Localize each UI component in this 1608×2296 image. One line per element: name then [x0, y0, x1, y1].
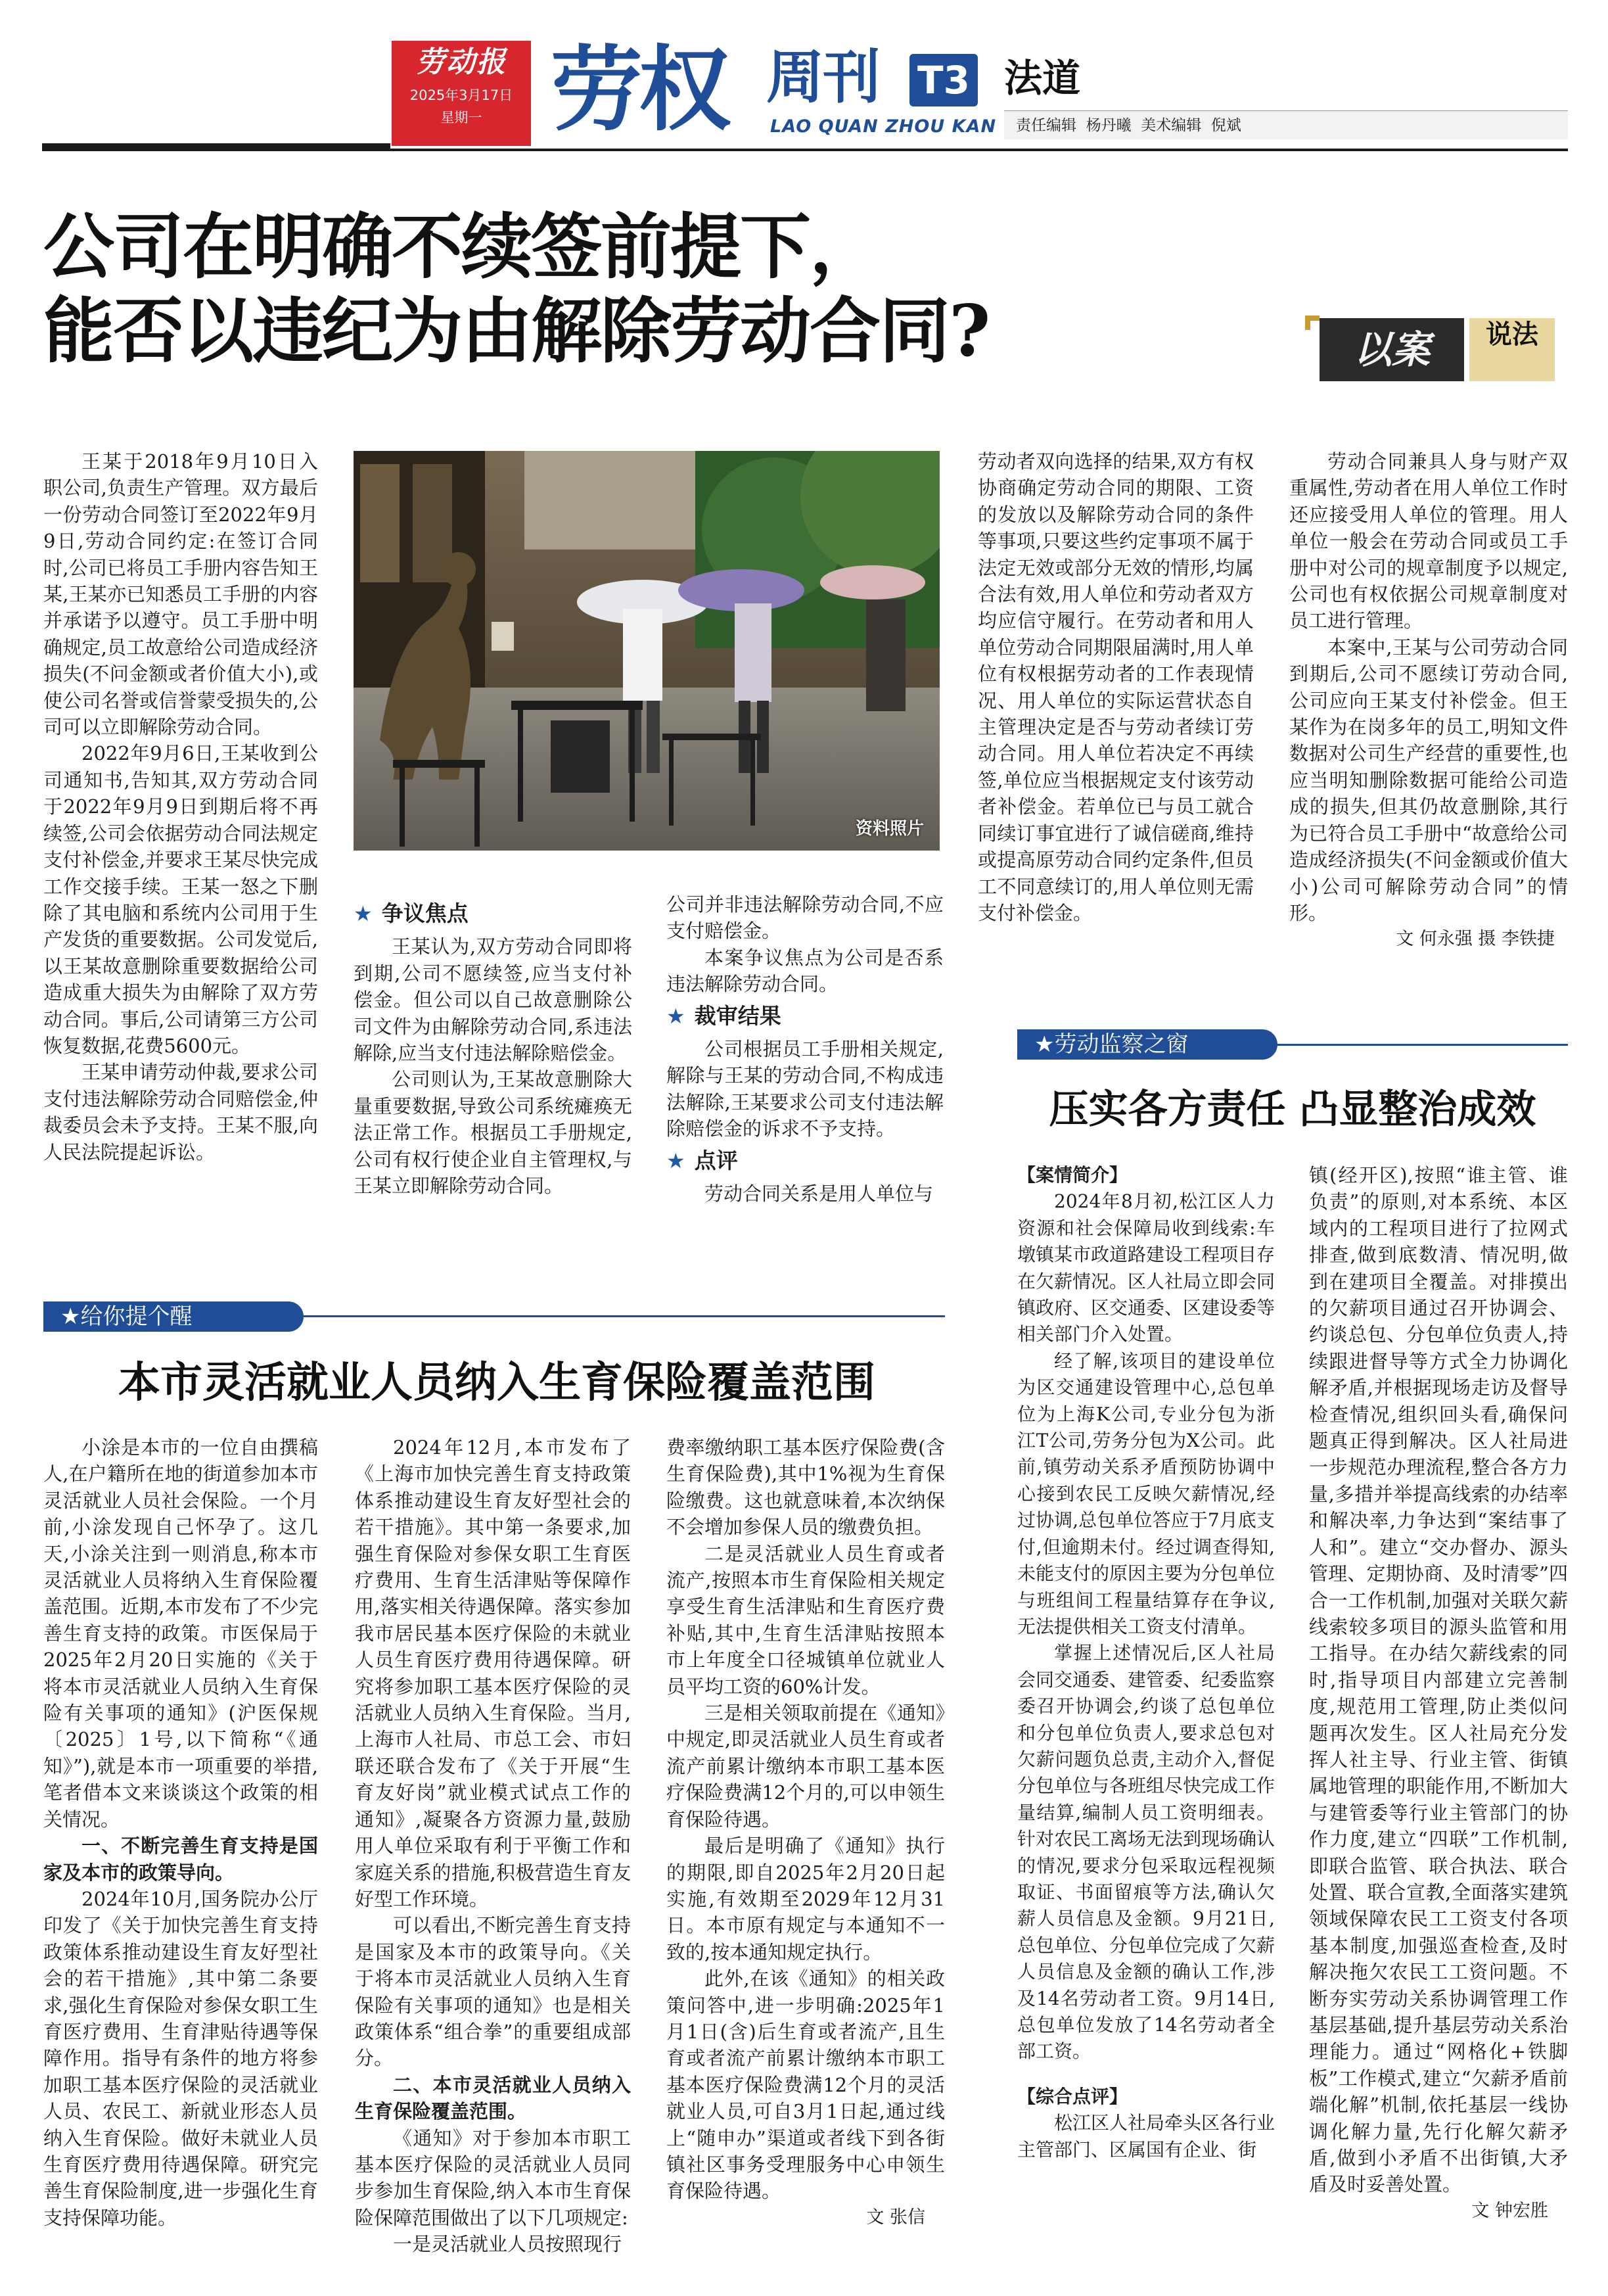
ruling-title: 裁审结果: [694, 1002, 781, 1029]
article3-col2: [1309, 1162, 1568, 2224]
brand-sub: 周刊: [766, 43, 880, 111]
focus-title: 争议焦点: [381, 901, 469, 926]
article2-col3: [666, 1434, 945, 2231]
article1-col5-p1: 劳动合同兼具人身与财产双重属性,劳动者在用人单位工作时还应接受用人单位的管理。用人单位一般会在劳动合同或员工手册中对公司的规章制度予以规定,公司也有权依据公司规章制度对员工进行管理。: [1289, 450, 1568, 632]
article2-banner: [43, 1301, 304, 1332]
star-icon: ★: [666, 1148, 685, 1173]
article1-col2-p2: 公司则认为,王某故意删除大量重要数据,导致公司系统瘫痪无法正常工作。根据员工手册规定,公司有权行使企业自主管理权,与王某立即解除劳动合同。: [354, 1068, 632, 1198]
article1-col2: [354, 895, 632, 1199]
article2-byline: 文 张信: [866, 2207, 925, 2228]
case-label: 【案情简介】: [1017, 1164, 1128, 1186]
comment-heading: [666, 1148, 944, 1174]
article2-col2-p2: 可以看出,不断完善生育支持是国家及本市的政策导向。《关于将本市灵活就业人员纳入生育保险有关事项的通知》也是相关政策体系“组合拳”的重要组成部分。: [355, 1914, 631, 2070]
masthead-rule: [42, 149, 1568, 151]
article1-headline-line2: 能否以违纪为由解除劳动合同?: [43, 290, 990, 373]
article3-case-p1: 2024年8月初,松江区人力资源和社会保障局收到线索:车墩镇某市政道路建设工程项目存在欠薪情况。区人社局立即会同镇政府、区交通委、区建设委等相关部门介入处置。: [1017, 1190, 1275, 1346]
article2-banner-text: 给你提个醒: [80, 1303, 193, 1330]
review-label: 【综合点评】: [1017, 2085, 1128, 2107]
article3-banner-text: 劳动监察之窗: [1054, 1031, 1189, 1058]
article1-comment-start: 劳动合同关系是用人单位与: [704, 1183, 934, 1206]
article1-col1-p3: 王某申请劳动仲裁,要求公司支付违法解除劳动合同赔偿金,仲裁委员会未予支持。王某不服,向人民法院提起诉讼。: [43, 1061, 318, 1163]
paper-name: 劳动报: [416, 45, 507, 79]
article1-col1-p2: 2022年9月6日,王某收到公司通知书,告知其,双方劳动合同于2022年9月9日到期后将不再续签,公司会依据劳动合同法规定支付补偿金,并要求王某尽快完成工作交接手续。王某一怒之下删除了其电脑和系统内公司用于生产发货的重要数据。公司发觉后,以王某故意删除重要数据给公司造成重大损失为由解除了双方劳动合同。事后,公司请第三方公司恢复数据,花费5600元。: [43, 742, 318, 1057]
article1-col4-p1: 劳动者双向选择的结果,双方有权协商确定劳动合同的期限、工资的发放以及解除劳动合同的条件等事项,只要这些约定事项不属于法定无效或部分无效的情形,均属合法有效,用人单位和劳动者双方均应信守履行。在劳动者和用人单位劳动合同期限届满时,用人单位有权根据劳动者的工作表现情况、用人单位的实际运营状态自主管理决定是否与劳动者续订劳动合同。用人单位若决定不再续签,单位应当根据规定支付该劳动者补偿金。若单位已与员工就合同续订事宜进行了诚信磋商,维持或提高原劳动合同约定条件,但员工不同意续订的,用人单位则无需支付补偿金。: [978, 450, 1254, 924]
article2-col2: [355, 1434, 631, 2258]
ruling-heading: [666, 1003, 944, 1029]
article3-banner: [1017, 1029, 1277, 1060]
case-law-badge: [1305, 316, 1568, 384]
star-icon: ★: [1034, 1031, 1055, 1058]
article3-col2-p1: 镇(经开区),按照“谁主管、谁负责”的原则,对本系统、本区域内的工程项目进行了拉网式排查,做到底数清、情况明,做到在建项目全覆盖。对排摸出的欠薪项目通过召开协调会、约谈总包、分包单位负责人,持续跟进督导等方式全力协调化解矛盾,并根据现场走访及督导检查情况,组织回头看,确保问题真正得到解决。区人社局进一步规范办理流程,整合各方力量,多措并举提高线索的办结率和解决率,力争达到“案结事了人和”。建立“交办督办、源头管理、定期协商、及时清零”四合一工作机制,加强对关联欠薪线索较多项目的源头监管和用工指导。在办结欠薪线索的同时,指导项目内部建立完善制度,规范用工管理,防止类似问题再次发生。区人社局充分发挥人社主导、行业主管、街镇属地管理的职能作用,不断加大与建管委等行业主管部门的协作力度,建立“四联”工作机制,即联合监管、联合执法、联合处置、联合宣教,全面落实建筑领域保障农民工工资支付各项基本制度,加强巡查检查,及时解决拖欠农民工工资问题。不断夯实劳动关系协调管理工作基层基础,提升基层劳动关系治理能力。通过“网格化+铁脚板”工作模式,建立“欠薪矛盾前端化解”机制,依托基层一线协调化解力量,先行化解欠薪矛盾,做到小矛盾不出街镇,大矛盾及时妥善处置。: [1309, 1164, 1568, 2196]
article1-col2-p1: 王某认为,双方劳动合同即将到期,公司不愿续签,应当支付补偿金。但公司以自己故意删除公司文件为由解除劳动合同,系违法解除,应当支付违法解除赔偿金。: [354, 935, 632, 1065]
article1-col1-p1: 王某于2018年9月10日入职公司,负责生产管理。双方最后一份劳动合同签订至2022年9月9日,劳动合同约定:在签订合同时,公司已将员工手册内容告知王某,王某亦已知悉员工手册的内容并承诺予以遵守。员工手册中明确规定,员工故意给公司造成经济损失(不问金额或者价值大小),或使公司名誉或信誉蒙受损失的,公司可以立即解除劳动合同。: [43, 450, 318, 739]
badge-left: 以案: [1320, 318, 1464, 381]
street-scene-photo: [354, 451, 940, 851]
article2-col2-p3: 《通知》对于参加本市职工基本医疗保险的灵活就业人员同步参加生育保险,纳入本市生育保险保障范围做出了以下几项规定:: [355, 2126, 631, 2229]
article2-col1-p1: 小涂是本市的一位自由撰稿人,在户籍所在地的街道参加本市灵活就业人员社会保险。一个月前,小涂发现自己怀孕了。这几天,小涂关注到一则消息,称本市灵活就业人员将纳入生育保险覆盖范围。近期,本市发布了不少完善生育支持的政策。市医保局于2025年2月20日实施的《关于将本市灵活就业人员纳入生育保险有关事项的通知》(沪医保规〔2025〕1号,以下简称“《通知》”),就是本市一项重要的举措,笔者借本文来谈谈这个政策的相关情况。: [43, 1436, 318, 1831]
article2-col2-subhead: 二、本市灵活就业人员纳入生育保险覆盖范围。: [355, 2073, 631, 2123]
focus-heading: [354, 901, 632, 927]
article1-byline: 文 何永强 摄 李铁捷: [1396, 929, 1555, 950]
photo-caption: 资料照片: [855, 819, 924, 839]
paper-name-box: [392, 41, 531, 146]
article1-col4: [978, 448, 1254, 926]
badge-corner-icon: [1305, 316, 1320, 330]
article2-col3-p3: 三是相关领取前提在《通知》中规定,即灵活就业人员生育或者流产前累计缴纳本市职工基本医疗保险费满12个月的,可以申领生育保险待遇。: [666, 1702, 945, 1831]
article2-col1-p2: 2024年10月,国务院办公厅印发了《关于加快完善生育支持政策体系推动建设生育友好型社会的若干措施》,其中第二条要求,强化生育保险对参保女职工生育医疗费用、生育津贴待遇等保障作用。指导有条件的地方将参加职工基本医疗保险的灵活就业人员、农民工、新就业形态人员纳入生育保险。做好未就业人员生育医疗费用待遇保障。研究完善生育保险制度,进一步强化生育支持保障功能。: [43, 1887, 318, 2229]
article3-case-p2: 经了解,该项目的建设单位为区交通建设管理中心,总包单位为上海K公司,专业分包为浙江T公司,劳务分包为X公司。此前,镇劳动关系矛盾预防协调中心接到农民工反映欠薪情况,经过协调,总包单位答应于7月底支付,但逾期未付。经过调查得知,未能支付的原因主要为分包单位与班组间工程量结算存在争议,无法提供相关工资支付清单。: [1017, 1349, 1275, 1637]
masthead-left-rule: [42, 143, 390, 149]
article2-col3-p5: 此外,在该《通知》的相关政策问答中,进一步明确:2025年1月1日(含)后生育或者流产,且生育或者流产前累计缴纳本市职工基本医疗保险费满12个月的灵活就业人员,可自3月1日起,通过线上“随申办”渠道或者线下到各街镇社区事务受理服务中心申领生育保险待遇。: [666, 1967, 945, 2203]
article2-col1: [43, 1434, 318, 2231]
article2-col3-p4: 最后是明确了《通知》执行的期限,即自2025年2月20日起实施,有效期至2029年12月31日。本市原有规定与本通知不一致的,按本通知规定执行。: [666, 1835, 945, 1963]
article2-headline: 本市灵活就业人员纳入生育保险覆盖范围: [118, 1358, 875, 1407]
article1-headline: [43, 205, 1292, 373]
page-code: T3: [909, 54, 978, 106]
article2-col3-p1: 费率缴纳职工基本医疗保险费(含生育保险费),其中1%视为生育保险缴费。这也就意味着,本次纳保不会增加参保人员的缴费负担。: [666, 1436, 945, 1539]
article2-col2-p1: 2024年12月,本市发布了《上海市加快完善生育支持政策体系推动建设生育友好型社会的若干措施》。其中第一条要求,加强生育保险对参保女职工生育医疗费用、生育生活津贴等保障作用,落实相关待遇保障。落实参加我市居民基本医疗保险的未就业人员生育医疗费用待遇保障。研究将参加职工基本医疗保险的灵活就业人员纳入生育保险。当月,上海市人社局、市总工会、市妇联还联合发布了《关于开展“生育友好岗”就业模式试点工作的通知》,凝聚各方资源力量,鼓励用人单位采取有利于平衡工作和家庭关系的措施,积极营造生育友好型工作环境。: [355, 1436, 631, 1910]
article3-case-p3: 掌握上述情况后,区人社局会同交通委、建管委、纪委监察委召开协调会,约谈了总包单位和分包单位负责人,要求总包对欠薪问题负总责,主动介入,督促分包单位与各班组尽快完成工作量结算,编制人员工资明细表。针对农民工离场无法到现场确认的情况,要求分包采取远程视频取证、书面留痕等方法,确认欠薪人员信息及金额。9月21日,总包单位、分包单位完成了欠薪人员信息及金额的确认工作,涉及14名劳动者工资。9月14日,总包单位发放了14名劳动者全部工资。: [1017, 1642, 1275, 2063]
issue-weekday: 星期一: [440, 110, 482, 126]
article2-col3-p2: 二是灵活就业人员生育或者流产,按照本市生育保险相关规定享受生育生活津贴和生育医疗费补贴,其中,生育生活津贴按照本市上年度全口径城镇单位就业人员平均工资的60%计发。: [666, 1542, 945, 1698]
issue-date: 2025年3月17日: [409, 87, 513, 103]
comment-title: 点评: [694, 1147, 738, 1173]
article1-col5: [1289, 448, 1568, 953]
article1-ruling: 公司根据员工手册相关规定,解除与王某的劳动合同,不构成违法解除,王某要求公司支付违法解除赔偿金的诉求不予支持。: [666, 1038, 944, 1140]
article1-col3-top: 公司并非违法解除劳动合同,不应支付赔偿金。: [666, 893, 944, 943]
editors-credit: 责任编辑 杨丹曦 美术编辑 倪斌: [1016, 117, 1241, 134]
editors-bar: [1004, 110, 1568, 139]
article3-col1: [1017, 1162, 1275, 2163]
section-name: 法道: [1004, 56, 1081, 101]
article2-rule: [304, 1315, 945, 1317]
article1-col1: [43, 448, 318, 1165]
article1-col5-p2: 本案中,王某与公司劳动合同到期后,公司不愿续订劳动合同,公司应向王某支付补偿金。但王某作为在岗多年的员工,明知文件数据对公司生产经营的重要性,也应当明知删除数据可能给公司造成的损失,但其仍故意删除,其行为已符合员工手册中“故意给公司造成经济损失(不问金额或价值大小)公司可解除劳动合同”的情形。: [1289, 636, 1568, 924]
article3-headline: 压实各方责任 凸显整治成效: [1049, 1087, 1536, 1133]
article3-rule: [1277, 1044, 1568, 1046]
star-icon: ★: [60, 1303, 81, 1330]
article1-photo: [354, 451, 940, 851]
article1-col3: [666, 891, 944, 1207]
badge-right: 说法: [1469, 318, 1555, 381]
brand-pinyin: LAO QUAN ZHOU KAN: [770, 116, 997, 137]
article3-byline: 文 钟宏胜: [1471, 2200, 1548, 2221]
article2-col1-subhead: 一、不断完善生育支持是国家及本市的政策导向。: [43, 1835, 318, 1884]
article2-col2-p4: 一是灵活就业人员按照现行: [393, 2233, 622, 2256]
article3-review-start: 松江区人社局牵头区各行业主管部门、区属国有企业、街: [1017, 2112, 1275, 2161]
star-icon: ★: [666, 1003, 685, 1029]
article1-col3-focus: 本案争议焦点为公司是否系违法解除劳动合同。: [666, 946, 944, 996]
brand-main: 劳权: [551, 37, 727, 144]
star-icon: ★: [354, 901, 373, 926]
article1-headline-line1: 公司在明确不续签前提下，: [43, 206, 880, 289]
